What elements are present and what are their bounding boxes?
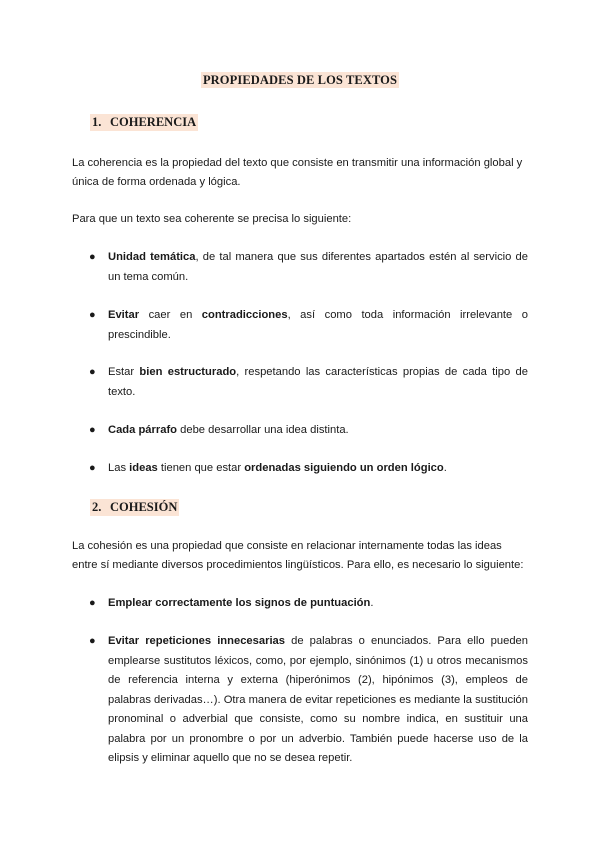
bold-term: contradicciones [201,309,288,321]
bullet-icon: ● [89,597,96,609]
item-text: de palabras o enunciados. Para ello pueden emplearse sustitutos léxicos, como, por ejemplo, sinónimos (1) u otros mecanismos de referencia interna y externa (hiperónimos (2), hipónimos (3), empleos de palabras derivadas…). Otra manera de evitar repeticiones es mediante la sustitución pronominal o adverbial que consiste, como su nombre indica, en sustituir una palabra por un pronombre o por un adverbio. También puede hacerse uso de la elipsis y eliminar aquello que no se desea repetir. [108,635,528,764]
item-text: tienen que estar [157,462,245,474]
bold-term: Evitar repeticiones innecesarias [108,635,285,647]
list-item [89,421,528,441]
item-text: debe desarrollar una idea distinta. [177,424,349,436]
section-number: 1. [92,115,102,129]
list-item [89,459,528,479]
item-text: caer en [139,309,202,321]
list-item [89,306,528,345]
document-title: PROPIEDADES DE LOS TEXTOS [202,73,398,87]
item-text: , de tal manera que sus diferentes apartados estén al servicio de un tema común. [108,251,528,283]
item-text: Las [108,462,130,474]
item-text: , respetando las características propias de cada tipo de texto. [108,366,528,398]
bullet-icon: ● [89,635,96,647]
section-number: 2. [92,500,102,514]
bullet-icon: ● [89,366,96,378]
section-title: COHERENCIA [110,115,197,129]
list-item [89,632,528,769]
list-item [89,594,528,614]
section-title: COHESIÓN [110,500,178,514]
bullet-icon: ● [89,462,96,474]
bullet-icon: ● [89,251,96,263]
item-text: . [443,462,447,474]
item-text: . [370,597,374,609]
cohesion-intro: La cohesión es una propiedad que consiste en relacionar internamente todas las ideas entre sí mediante diversos procedimientos lingüísticos. Para ello, es necesario lo siguiente: [72,540,524,571]
section-heading-cohesion [90,499,179,516]
list-item [89,363,528,402]
bold-term: Evitar [108,309,140,321]
coherencia-intro: La coherencia es la propiedad del texto que consiste en transmitir una información global y única de forma ordenada y lógica. [72,157,523,188]
item-text: , así como toda información irrelevante o prescindible. [108,309,528,341]
bullet-icon: ● [89,424,96,436]
section-heading-coherencia [90,114,198,131]
coherencia-lead: Para que un texto sea coherente se precisa lo siguiente: [72,213,352,225]
bullet-icon: ● [89,309,96,321]
list-item [89,248,528,287]
bold-term: Cada párrafo [108,424,178,436]
bold-term: ordenadas siguiendo un orden lógico [244,462,444,474]
item-text: Estar [108,366,140,378]
bold-term: ideas [129,462,158,474]
bold-term: Unidad temática [108,251,196,263]
document-title-wrap [0,71,600,89]
bold-term: Emplear correctamente los signos de puntuación [108,597,371,609]
bold-term: bien estructurado [139,366,237,378]
